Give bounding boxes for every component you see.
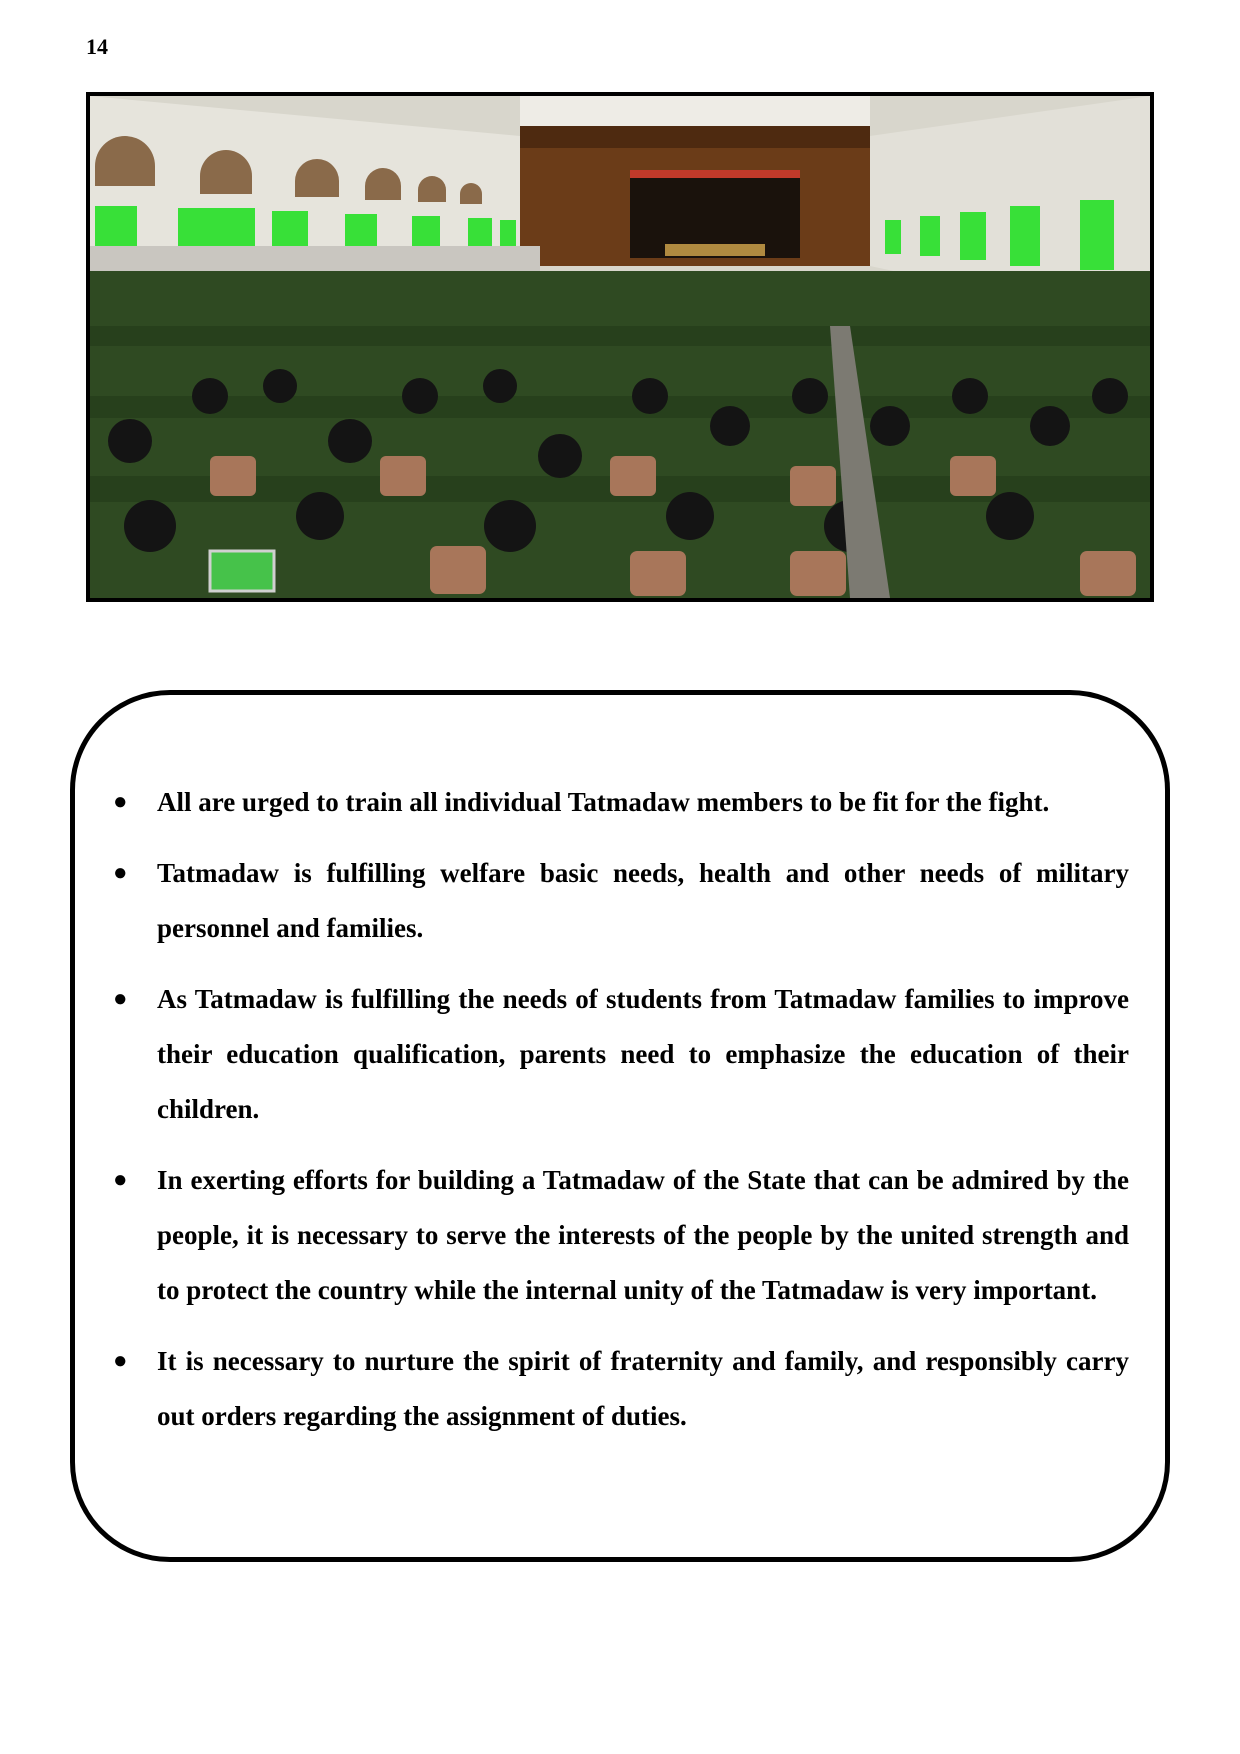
bullet-icon: ● bbox=[113, 789, 128, 815]
bullet-icon: ● bbox=[113, 986, 128, 1012]
list-item bbox=[113, 846, 1129, 956]
bullet-icon: ● bbox=[113, 1167, 128, 1193]
assembly-hall-photo bbox=[86, 92, 1154, 602]
list-item bbox=[113, 775, 1129, 830]
list-item-text: As Tatmadaw is fulfilling the needs of students from Tatmadaw families to improve their education qualification, parents need to emphasize the education of their children. bbox=[157, 984, 1129, 1124]
list-item bbox=[113, 1153, 1129, 1318]
list-item-text: It is necessary to nurture the spirit of fraternity and family, and responsibly carry out orders regarding the assignment of duties. bbox=[157, 1346, 1129, 1431]
bullet-icon: ● bbox=[113, 1348, 128, 1374]
list-item bbox=[113, 972, 1129, 1137]
list-item-text: Tatmadaw is fulfilling welfare basic needs, health and other needs of military personnel and families. bbox=[157, 858, 1129, 943]
list-item-text: In exerting efforts for building a Tatmadaw of the State that can be admired by the people, it is necessary to serve the interests of the people by the united strength and to protect the country while the internal unity of the Tatmadaw is very important. bbox=[157, 1165, 1129, 1305]
key-points-box bbox=[70, 690, 1170, 1562]
bullet-icon: ● bbox=[113, 860, 128, 886]
assembly-hall-image bbox=[90, 96, 1150, 598]
key-points-list bbox=[75, 775, 1165, 1460]
page-number: 14 bbox=[86, 34, 108, 59]
list-item bbox=[113, 1334, 1129, 1444]
list-item-text: All are urged to train all individual Tatmadaw members to be fit for the fight. bbox=[157, 787, 1050, 817]
